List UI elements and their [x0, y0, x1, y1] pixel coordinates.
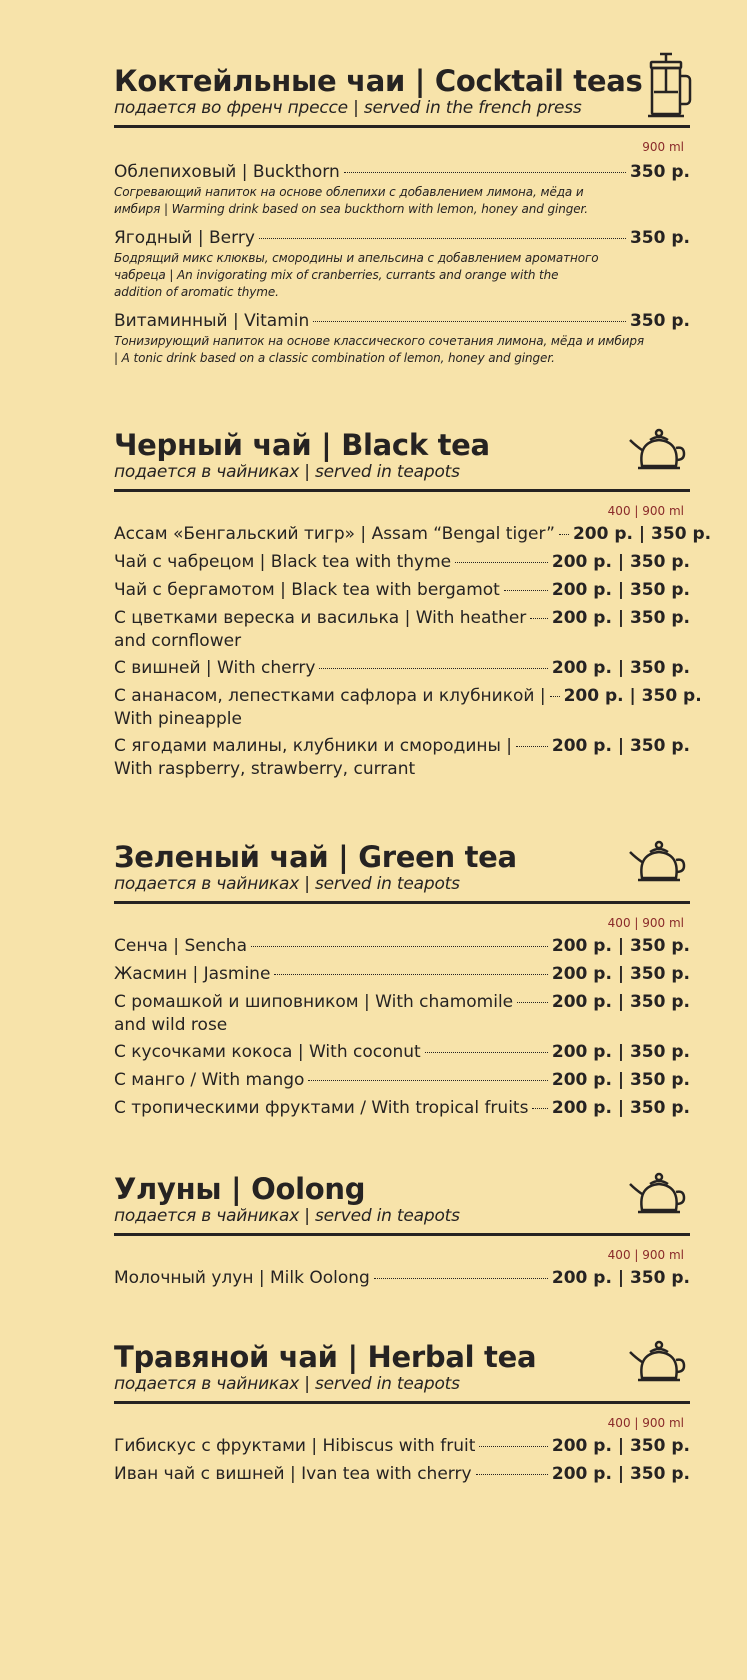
leader-dots — [274, 974, 547, 975]
leader-dots — [344, 172, 626, 173]
item-price: 200 р. | 350 р. — [551, 1042, 690, 1062]
menu-item — [114, 1266, 690, 1290]
section-black-tea — [114, 428, 712, 784]
volume-label: 400 | 900 ml — [607, 1416, 684, 1430]
item-description: Согревающий напиток на основе облепихи с добавлением лимона, мёда и имбиря | Warming drink based on sea buckthorn with lemon, honey and ginger. — [114, 185, 588, 216]
volume-label: 400 | 900 ml — [607, 504, 684, 518]
leader-dots — [479, 1446, 548, 1447]
french-press-icon — [644, 52, 694, 120]
section-herbal-tea — [114, 1340, 690, 1490]
item-price: 200 р. | 350 р. — [563, 686, 702, 706]
item-price: 200 р. | 350 р. — [551, 608, 690, 628]
leader-dots — [313, 321, 626, 322]
section-title: Улуны | Oolong — [114, 1172, 366, 1206]
teapot-icon — [628, 1172, 690, 1216]
teapot-icon — [628, 428, 690, 472]
section-title: Коктейльные чаи | Cocktail teas — [114, 64, 643, 98]
menu-item — [114, 160, 690, 218]
menu-item — [114, 578, 690, 602]
section-divider — [114, 125, 690, 128]
leader-dots — [251, 946, 548, 947]
item-description: Бодрящий микс клюквы, смородины и апельсина с добавлением ароматного чабреца | An invigorating mix of cranberries, currants and orange with the addition of aromatic thyme. — [114, 251, 599, 299]
menu-item — [114, 1068, 690, 1092]
section-title: Травяной чай | Herbal tea — [114, 1340, 537, 1374]
section-subtitle: подается во френч прессе | served in the french press — [114, 98, 582, 118]
leader-dots — [532, 1108, 547, 1109]
menu-item — [114, 1096, 690, 1120]
item-name-continued: and cornflower — [114, 631, 242, 651]
item-name: С кусочками кокоса | With coconut — [114, 1042, 421, 1062]
item-price: 200 р. | 350 р. — [551, 736, 690, 756]
item-name: Ассам «Бенгальский тигр» | Assam “Bengal tiger” — [114, 524, 555, 544]
menu-item — [114, 606, 690, 652]
item-price: 200 р. | 350 р. — [551, 580, 690, 600]
leader-dots — [374, 1278, 548, 1279]
item-name: Витаминный | Vitamin — [114, 311, 310, 331]
menu-item — [114, 522, 712, 546]
item-price: 350 р. — [629, 162, 690, 182]
leader-dots — [559, 534, 569, 535]
menu-item — [114, 1040, 690, 1064]
section-title: Черный чай | Black tea — [114, 428, 490, 462]
item-price: 200 р. | 350 р. — [572, 524, 712, 544]
item-name: Гибискус с фруктами | Hibiscus with fruit — [114, 1436, 476, 1456]
section-divider — [114, 901, 690, 904]
item-price: 200 р. | 350 р. — [551, 552, 690, 572]
item-name: С ромашкой и шиповником | With chamomile — [114, 992, 514, 1012]
item-name: Сенча | Sencha — [114, 936, 248, 956]
section-divider — [114, 489, 690, 492]
section-subtitle: подается в чайниках | served in teapots — [114, 462, 460, 482]
leader-dots — [425, 1052, 548, 1053]
section-divider — [114, 1233, 690, 1236]
leader-dots — [530, 618, 548, 619]
item-name: Ягодный | Berry — [114, 228, 255, 248]
item-name-continued: and wild rose — [114, 1015, 228, 1035]
item-price: 200 р. | 350 р. — [551, 964, 690, 984]
leader-dots — [516, 746, 548, 747]
item-name-continued: With raspberry, strawberry, currant — [114, 759, 416, 779]
menu-item — [114, 1462, 690, 1486]
section-green-tea — [114, 840, 690, 1124]
leader-dots — [308, 1080, 547, 1081]
leader-dots — [319, 668, 548, 669]
item-price: 200 р. | 350 р. — [551, 1436, 690, 1456]
item-price: 200 р. | 350 р. — [551, 1070, 690, 1090]
menu-item — [114, 934, 690, 958]
menu-item — [114, 1434, 690, 1458]
item-price: 350 р. — [629, 311, 690, 331]
item-name: Жасмин | Jasmine — [114, 964, 271, 984]
section-subtitle: подается в чайниках | served in teapots — [114, 1206, 460, 1226]
menu-item — [114, 734, 690, 780]
item-name: С тропическими фруктами / With tropical fruits — [114, 1098, 529, 1118]
leader-dots — [517, 1002, 548, 1003]
menu-item — [114, 550, 690, 574]
item-price: 200 р. | 350 р. — [551, 1098, 690, 1118]
item-name: Молочный улун | Milk Oolong — [114, 1268, 370, 1288]
item-name: С манго / With mango — [114, 1070, 305, 1090]
section-subtitle: подается в чайниках | served in teapots — [114, 874, 460, 894]
menu-item — [114, 309, 690, 367]
volume-label: 400 | 900 ml — [607, 916, 684, 930]
leader-dots — [550, 696, 560, 697]
item-price: 200 р. | 350 р. — [551, 1268, 690, 1288]
item-name: С ягодами малины, клубники и смородины | — [114, 736, 513, 756]
item-price: 200 р. | 350 р. — [551, 992, 690, 1012]
menu-item — [114, 226, 690, 301]
leader-dots — [455, 562, 548, 563]
leader-dots — [259, 238, 626, 239]
item-name: Иван чай с вишней | Ivan tea with cherry — [114, 1464, 472, 1484]
teapot-icon — [628, 840, 690, 884]
item-price: 200 р. | 350 р. — [551, 936, 690, 956]
volume-label: 900 ml — [642, 140, 684, 154]
item-name: Облепиховый | Buckthorn — [114, 162, 340, 182]
section-divider — [114, 1401, 690, 1404]
teapot-icon — [628, 1340, 690, 1384]
menu-item — [114, 684, 702, 730]
section-oolong — [114, 1172, 690, 1294]
section-subtitle: подается в чайниках | served in teapots — [114, 1374, 460, 1394]
item-name: Чай с бергамотом | Black tea with bergamot — [114, 580, 500, 600]
item-name: С ананасом, лепестками сафлора и клубникой | — [114, 686, 546, 706]
item-name: Чай с чабрецом | Black tea with thyme — [114, 552, 452, 572]
section-title: Зеленый чай | Green tea — [114, 840, 517, 874]
menu-item — [114, 656, 690, 680]
leader-dots — [504, 590, 548, 591]
menu-item — [114, 962, 690, 986]
item-name: С вишней | With cherry — [114, 658, 316, 678]
item-name-continued: With pineapple — [114, 709, 242, 729]
volume-label: 400 | 900 ml — [607, 1248, 684, 1262]
item-description: Тонизирующий напиток на основе классического сочетания лимона, мёда и имбиря | A tonic drink based on a classic combination of lemon, honey and ginger. — [114, 334, 644, 365]
item-price: 350 р. — [629, 228, 690, 248]
item-name: С цветками вереска и василька | With heather — [114, 608, 527, 628]
item-price: 200 р. | 350 р. — [551, 658, 690, 678]
section-cocktail-teas — [114, 64, 690, 375]
item-price: 200 р. | 350 р. — [551, 1464, 690, 1484]
menu-item — [114, 990, 690, 1036]
leader-dots — [476, 1474, 548, 1475]
